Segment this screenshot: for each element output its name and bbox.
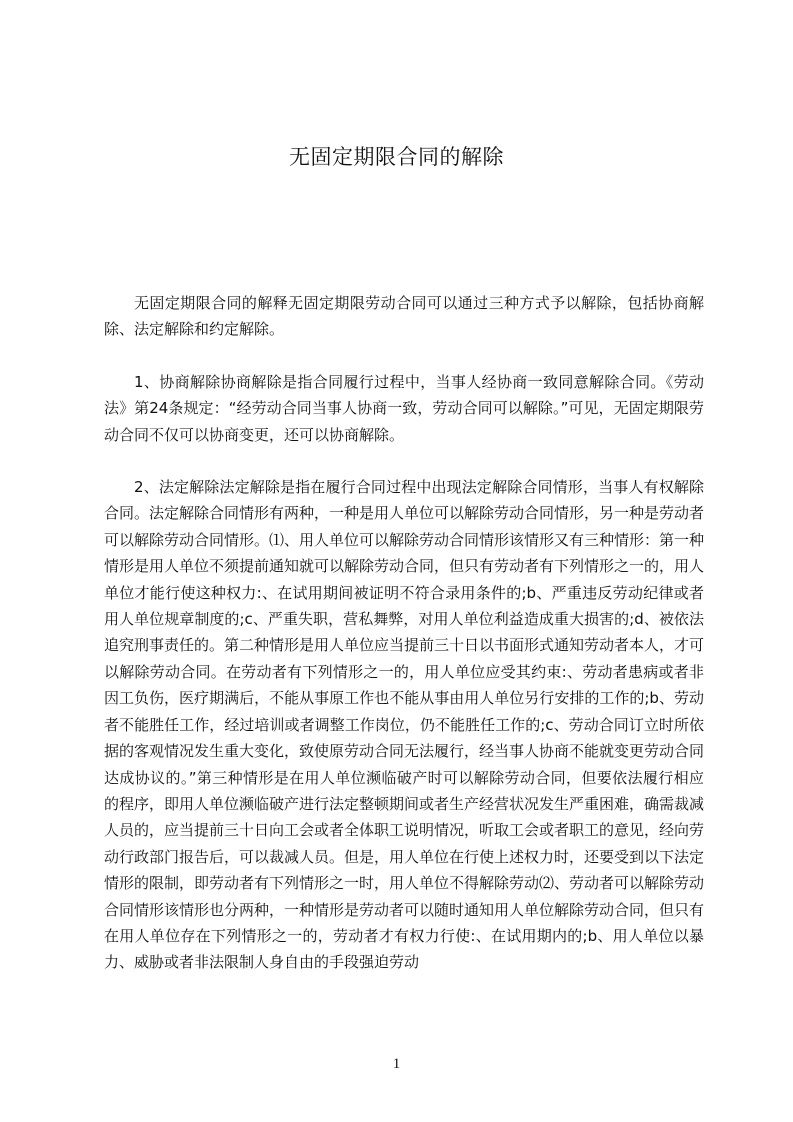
- document-body: [104, 290, 704, 1054]
- paragraph-intro: 无固定期限合同的解释无固定期限劳动合同可以通过三种方式予以解除，包括协商解除、法定解除和约定解除。: [104, 294, 704, 339]
- paragraph-statutory-termination: 2、法定解除法定解除是指在履行合同过程中出现法定解除合同情形，当事人有权解除合同。法定解除合同情形有两种，一种是用人单位可以解除劳动合同情形，另一种是劳动者可以解除劳动合同情形。⑴、用人单位可以解除劳动合同情形该情形又有三种情形：第一种情形是用人单位不须提前通知就可以解除劳动合同，但只有劳动者有下列情形之一的，用人单位才能行使这种权力:、在试用期间被证明不符合录用条件的;b、严重违反劳动纪律或者用人单位规章制度的;c、严重失职，营私舞弊，对用人单位利益造成重大损害的;d、被依法追究刑事责任的。第二种情形是用人单位应当提前三十日以书面形式通知劳动者本人，才可以解除劳动合同。在劳动者有下列情形之一的，用人单位应受其约束:、劳动者患病或者非因工负伤，医疗期满后，不能从事原工作也不能从事由用人单位另行安排的工作的;b、劳动者不能胜任工作，经过培训或者调整工作岗位，仍不能胜任工作的;c、劳动合同订立时所依据的客观情况发生重大变化，致使原劳动合同无法履行，经当事人协商不能就变更劳动合同达成协议的。”第三种情形是在用人单位濒临破产时可以解除劳动合同，但要依法履行相应的程序，即用人单位濒临破产进行法定整顿期间或者生产经营状况发生严重困难，确需裁减人员的，应当提前三十日向工会或者全体职工说明情况，听取工会或者职工的意见，经向劳动行政部门报告后，可以裁减人员。但是，用人单位在行使上述权力时，还要受到以下法定情形的限制，即劳动者有下列情形之一时，用人单位不得解除劳动⑵、劳动者可以解除劳动合同情形该情形也分两种，一种情形是劳动者可以随时通知用人单位解除劳动合同，但只有在用人单位存在下列情形之一的，劳动者才有权力行使:、在试用期内的;b、用人单位以暴力、威胁或者非法限制人身自由的手段强迫劳动: [104, 478, 704, 972]
- paragraph-negotiated-termination: 1、协商解除协商解除是指合同履行过程中，当事人经协商一致同意解除合同。《劳动法》第24条规定：“经劳动合同当事人协商一致，劳动合同可以解除。”可见，无固定期限劳动合同不仅可以协商变更，还可以协商解除。: [104, 372, 704, 444]
- page-number: 1: [392, 1056, 401, 1072]
- document-title: 无固定期限合同的解除: [289, 145, 504, 169]
